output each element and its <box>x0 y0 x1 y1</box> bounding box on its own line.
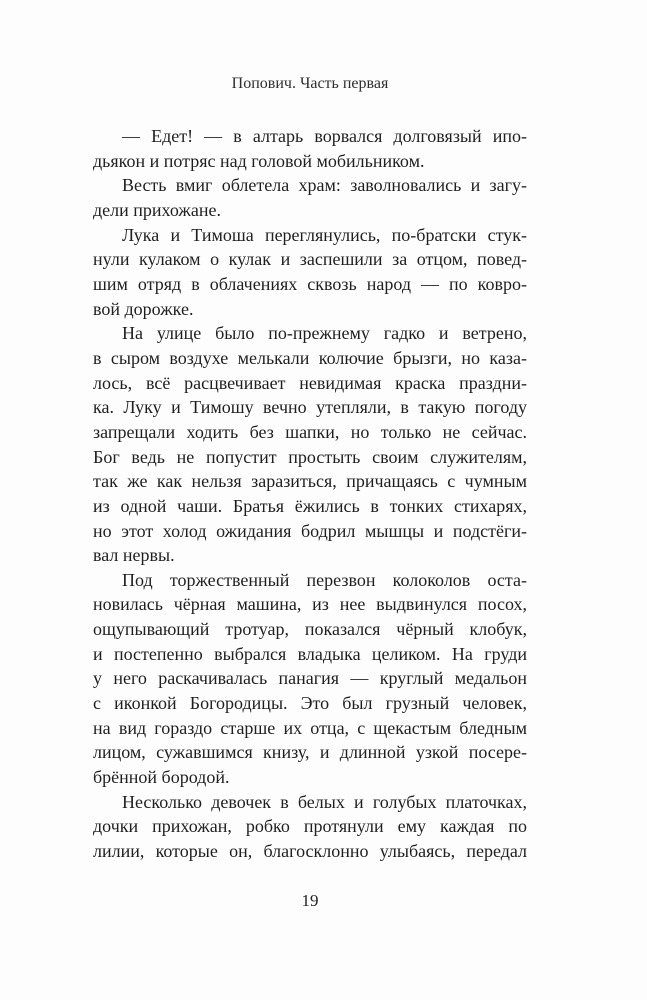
body-text <box>93 124 527 864</box>
text-line: но этот холод ожидания бодрил мышцы и подстёги- <box>93 520 527 541</box>
paragraph-5 <box>93 568 527 790</box>
running-header: Попович. Часть первая <box>231 75 389 92</box>
paragraph-3 <box>93 223 527 322</box>
text-line: дочки прихожан, робко протянули ему каждая по <box>93 816 527 837</box>
text-line: новилась чёрная машина, из нее выдвинулся посох, <box>93 594 527 615</box>
text-line: с иконкой Богородицы. Это был грузный человек, <box>93 693 527 714</box>
text-line: вой дорожке. <box>93 298 194 319</box>
text-line: на вид гораздо старше их отца, с щекастым бледным <box>93 717 527 738</box>
text-line: из одной чаши. Братья ёжились в тонких стихарях, <box>93 495 527 516</box>
text-line: так же как нельзя заразиться, причащаясь с чумным <box>93 471 527 492</box>
text-line: брённой бородой. <box>93 767 230 788</box>
text-line: вал нервы. <box>93 545 175 566</box>
text-line: лицом, сужавшимся книзу, и длинной узкой посере- <box>93 742 527 763</box>
text-line: Лука и Тимоша переглянулись, по-братски стук- <box>122 224 527 245</box>
text-line: в сыром воздухе мелькали колючие брызги, но каза- <box>93 347 527 368</box>
text-line: нули кулаком о кулак и заспешили за отцом, повед- <box>93 249 527 270</box>
text-line: — Едет! — в алтарь ворвался долговязый ипо- <box>122 126 527 146</box>
text-line: Бог ведь не попустит простыть своим служителям, <box>93 446 527 467</box>
text-line: Несколько девочек в белых и голубых платочках, <box>122 791 527 812</box>
text-line: дьякон и потряс над головой мобильником. <box>93 150 425 171</box>
paragraph-4 <box>93 321 527 568</box>
text-line: На улице было по-прежнему гадко и ветрено, <box>122 323 527 344</box>
paragraph-2 <box>93 173 527 222</box>
text-line: у него раскачивалась панагия — круглый медальон <box>93 668 527 689</box>
text-line: ка. Луку и Тимошу вечно утепляли, в такую погоду <box>93 397 527 418</box>
text-line: шим отряд в облачениях сквозь народ — по ковро- <box>93 273 527 294</box>
text-line: и постепенно выбрался владыка целиком. На груди <box>93 643 527 664</box>
text-line: лилии, которые он, благосклонно улыбаясь, передал <box>93 841 527 862</box>
text-line: ощупывающий тротуар, показался чёрный клобук, <box>93 619 527 640</box>
paragraph-1 <box>93 124 527 173</box>
text-line: дели прихожане. <box>93 199 221 220</box>
paragraph-6 <box>93 790 527 864</box>
text-line: Весть вмиг облетела храм: заволновались и загу- <box>122 175 527 196</box>
text-line: Под торжественный перезвон колоколов оста- <box>122 569 527 590</box>
text-line: запрещали ходить без шапки, но только не сейчас. <box>93 421 527 442</box>
page-number: 19 <box>301 891 319 910</box>
text-line: лось, всё расцвечивает невидимая краска праздни- <box>93 372 527 393</box>
